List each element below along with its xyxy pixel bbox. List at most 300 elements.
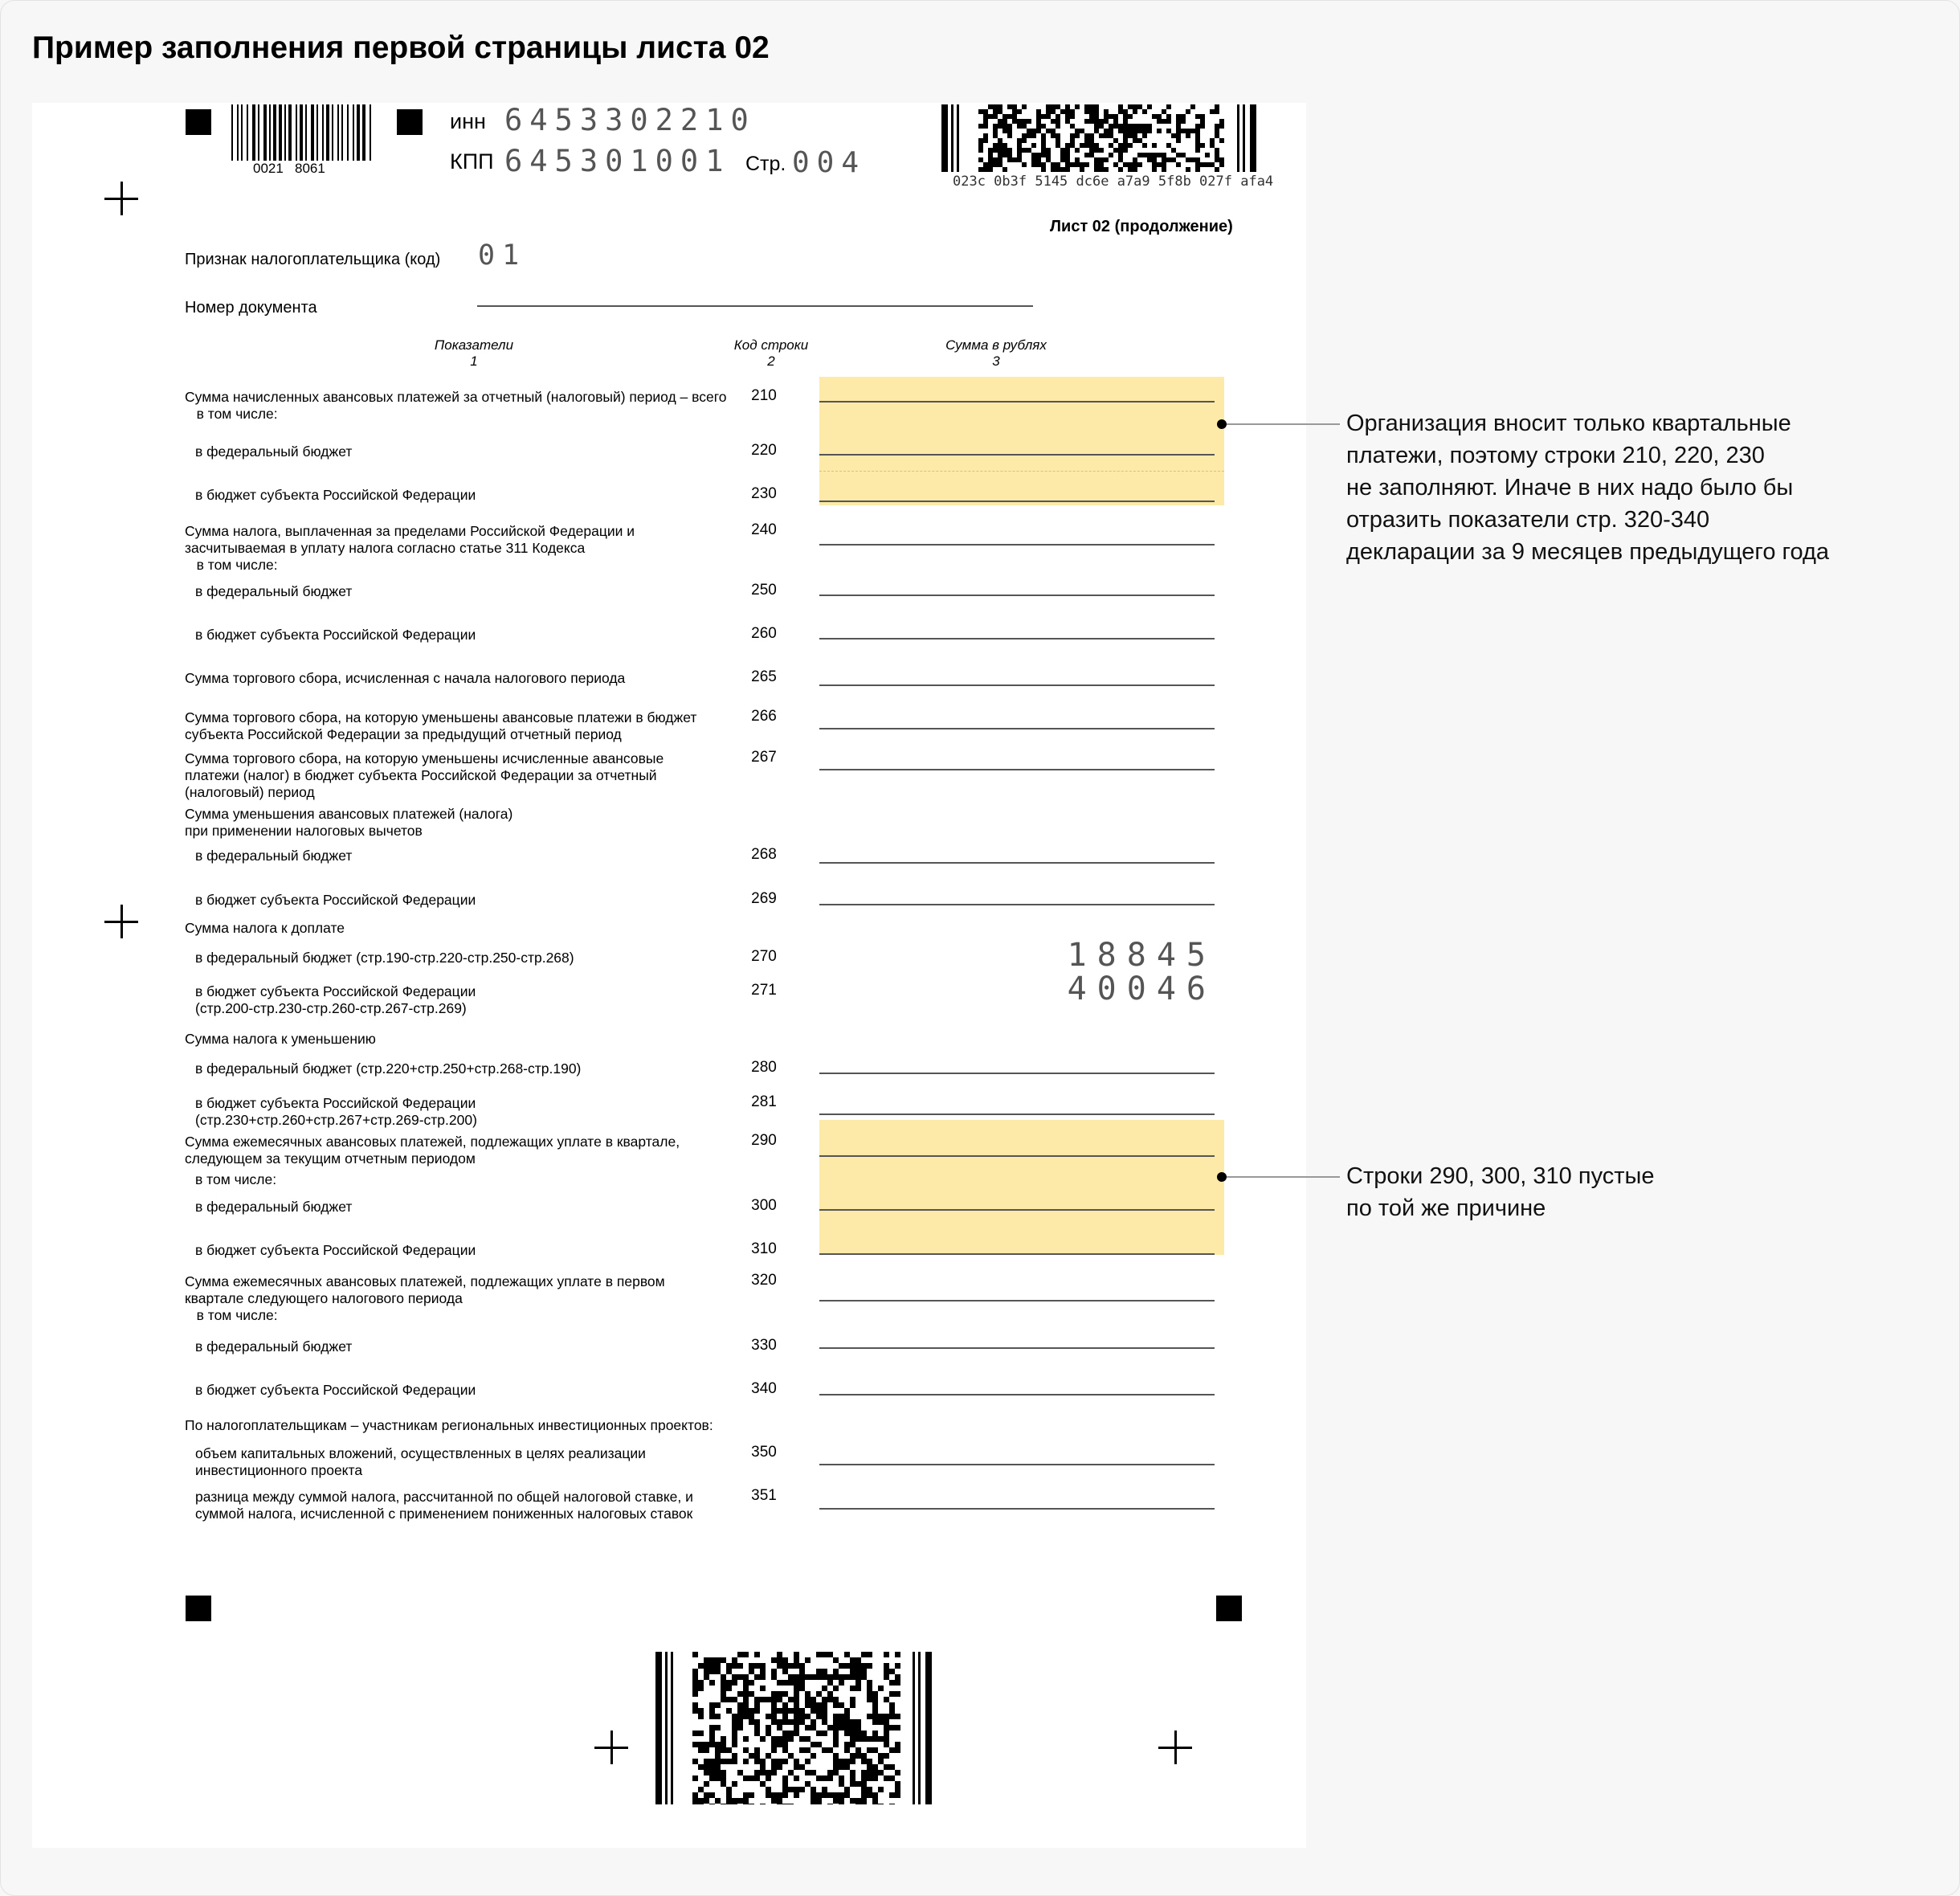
qr-cell bbox=[721, 1781, 726, 1787]
row-sum-field[interactable] bbox=[819, 1073, 1215, 1074]
row-sum-field[interactable] bbox=[819, 769, 1215, 770]
row-sum-field[interactable] bbox=[819, 1347, 1215, 1349]
qr-cell bbox=[822, 1792, 827, 1798]
qr-cell bbox=[1084, 104, 1089, 109]
qr-cell bbox=[1060, 148, 1065, 153]
row-sum-value[interactable]: 40046 bbox=[1067, 970, 1216, 1007]
qr-cell bbox=[771, 1742, 777, 1747]
qr-cell bbox=[1056, 104, 1060, 109]
barcode-bar bbox=[300, 104, 303, 161]
qr-guard-bar bbox=[957, 104, 959, 172]
qr-cell bbox=[861, 1798, 867, 1804]
qr-cell bbox=[816, 1775, 822, 1781]
qr-cell bbox=[844, 1792, 850, 1798]
qr-cell bbox=[884, 1731, 889, 1736]
qr-cell bbox=[1084, 138, 1089, 143]
qr-cell bbox=[1142, 109, 1147, 114]
qr-cell bbox=[1099, 162, 1104, 167]
qr-cell bbox=[749, 1753, 754, 1759]
row-code: 290 bbox=[751, 1132, 777, 1149]
qr-cell bbox=[1022, 162, 1027, 167]
row-sum-field[interactable] bbox=[819, 595, 1215, 596]
barcode-bar bbox=[258, 104, 259, 161]
qr-cell bbox=[872, 1702, 878, 1708]
qr-cell bbox=[1084, 133, 1089, 138]
barcode-bar bbox=[237, 104, 239, 161]
qr-cell bbox=[1186, 129, 1190, 133]
qr-cell bbox=[872, 1775, 878, 1781]
row-sum-field[interactable] bbox=[819, 1508, 1215, 1510]
row-sum-field[interactable] bbox=[819, 501, 1215, 502]
qr-cell bbox=[766, 1697, 771, 1702]
qr-cell bbox=[692, 1775, 698, 1781]
qr-guard-bar bbox=[913, 1652, 915, 1804]
qr-cell bbox=[993, 109, 998, 114]
qr-cell bbox=[749, 1719, 754, 1725]
doc-number-line bbox=[477, 305, 1033, 307]
qr-cell bbox=[827, 1792, 833, 1798]
qr-cell bbox=[1007, 133, 1012, 138]
qr-cell bbox=[749, 1663, 754, 1669]
row-sum-field[interactable] bbox=[819, 1209, 1215, 1211]
qr-cell bbox=[799, 1674, 805, 1680]
qr-cell bbox=[1036, 119, 1041, 124]
qr-cell bbox=[1118, 143, 1123, 148]
row-code: 210 bbox=[751, 387, 777, 404]
qr-cell bbox=[715, 1714, 721, 1719]
barcode-bar bbox=[347, 104, 349, 161]
qr-cell bbox=[1215, 157, 1219, 162]
qr-cell bbox=[895, 1714, 900, 1719]
qr-cell bbox=[1109, 129, 1113, 133]
qr-cell bbox=[850, 1702, 855, 1708]
qr-cell bbox=[726, 1680, 732, 1686]
qr-cell bbox=[1157, 114, 1162, 119]
qr-cell bbox=[715, 1663, 721, 1669]
qr-cell bbox=[1051, 162, 1056, 167]
qr-cell bbox=[1118, 104, 1123, 109]
qr-cell bbox=[1065, 143, 1070, 148]
qr-cell bbox=[884, 1775, 889, 1781]
row-sum-field[interactable] bbox=[819, 1155, 1215, 1157]
qr-cell bbox=[850, 1669, 855, 1674]
row-label: в бюджет субъекта Российской Федерации (стр.230+стр.260+стр.267+стр.269-стр.200) bbox=[195, 1095, 477, 1128]
qr-cell bbox=[766, 1792, 771, 1798]
qr-cell bbox=[692, 1708, 698, 1714]
corner-mark-bottom-right bbox=[1216, 1596, 1242, 1621]
row-sum-field[interactable] bbox=[819, 454, 1215, 456]
qr-cell bbox=[715, 1725, 721, 1731]
qr-cell bbox=[1137, 104, 1142, 109]
qr-cell bbox=[1109, 133, 1113, 138]
qr-cell bbox=[743, 1702, 749, 1708]
qr-cell bbox=[760, 1781, 766, 1787]
qr-cell bbox=[732, 1663, 737, 1669]
qr-cell bbox=[1219, 138, 1224, 143]
qr-cell bbox=[993, 162, 998, 167]
qr-cell bbox=[983, 109, 988, 114]
row-sum-field[interactable] bbox=[819, 684, 1215, 686]
col3-label: Сумма в рублях bbox=[945, 337, 1047, 353]
qr-cell bbox=[1065, 104, 1070, 109]
qr-cell bbox=[1113, 138, 1118, 143]
row-sum-field[interactable] bbox=[819, 1253, 1215, 1255]
qr-cell bbox=[743, 1775, 749, 1781]
qr-cell bbox=[988, 162, 993, 167]
qr-cell bbox=[1128, 143, 1133, 148]
qr-cell bbox=[794, 1708, 799, 1714]
qr-cell bbox=[771, 1697, 777, 1702]
qr-cell bbox=[884, 1725, 889, 1731]
qr-cell bbox=[816, 1702, 822, 1708]
annotation-note-2: Строки 290, 300, 310 пустые по той же причине bbox=[1346, 1163, 1655, 1221]
qr-cell bbox=[1215, 153, 1219, 157]
qr-cell bbox=[1195, 167, 1200, 172]
row-sum-field[interactable] bbox=[819, 544, 1215, 546]
qr-cell bbox=[715, 1657, 721, 1663]
row-code: 320 bbox=[751, 1272, 777, 1289]
qr-cell bbox=[788, 1680, 794, 1686]
row-code: 260 bbox=[751, 625, 777, 642]
qr-cell bbox=[794, 1680, 799, 1686]
qr-cell bbox=[1215, 109, 1219, 114]
qr-cell bbox=[782, 1708, 788, 1714]
qr-cell bbox=[1065, 109, 1070, 114]
row-sum-field[interactable] bbox=[819, 1464, 1215, 1465]
row-sum-field[interactable] bbox=[819, 862, 1215, 864]
qr-cell bbox=[855, 1686, 861, 1691]
qr-cell bbox=[788, 1770, 794, 1775]
qr-cell bbox=[732, 1736, 737, 1742]
qr-cell bbox=[698, 1714, 704, 1719]
row-code: 280 bbox=[751, 1059, 777, 1076]
qr-cell bbox=[698, 1787, 704, 1792]
kpp-value: 645301001 bbox=[504, 144, 731, 178]
qr-cell bbox=[726, 1708, 732, 1714]
qr-cell bbox=[1012, 119, 1017, 124]
qr-cell bbox=[855, 1731, 861, 1736]
barcode-bar bbox=[337, 104, 339, 161]
qr-cell bbox=[1118, 167, 1123, 172]
qr-cell bbox=[771, 1747, 777, 1753]
qr-cell bbox=[816, 1669, 822, 1674]
qr-cell bbox=[1056, 138, 1060, 143]
qr-cell bbox=[1104, 167, 1109, 172]
qr-cell bbox=[709, 1708, 715, 1714]
row-sum-field[interactable] bbox=[819, 904, 1215, 905]
qr-cell bbox=[1176, 129, 1181, 133]
qr-cell bbox=[811, 1792, 816, 1798]
doc-number-label: Номер документа bbox=[185, 299, 317, 317]
qr-cell bbox=[732, 1657, 737, 1663]
qr-cell bbox=[794, 1674, 799, 1680]
qr-cell bbox=[1080, 129, 1084, 133]
annotation-dot bbox=[1217, 1172, 1227, 1182]
qr-cell bbox=[998, 148, 1002, 153]
qr-cell bbox=[872, 1691, 878, 1697]
qr-cell bbox=[895, 1787, 900, 1792]
row-label: По налогоплательщикам – участникам региональных инвестиционных проектов: bbox=[185, 1417, 713, 1433]
qr-cell bbox=[1094, 157, 1099, 162]
qr-cell bbox=[1200, 114, 1205, 119]
qr-cell bbox=[709, 1657, 715, 1663]
qr-cell bbox=[1186, 167, 1190, 172]
qr-cell bbox=[889, 1680, 895, 1686]
qr-cell bbox=[867, 1686, 872, 1691]
qr-cell bbox=[782, 1663, 788, 1669]
qr-cell bbox=[872, 1736, 878, 1742]
qr-cell bbox=[988, 104, 993, 109]
qr-cell bbox=[1133, 138, 1137, 143]
qr-cell bbox=[889, 1792, 895, 1798]
qr-cell bbox=[850, 1731, 855, 1736]
barcode-number: 0021 8061 bbox=[253, 161, 325, 176]
qr-cell bbox=[1104, 114, 1109, 119]
qr-cell bbox=[1065, 153, 1070, 157]
qr-cell bbox=[709, 1669, 715, 1674]
row-label: в бюджет субъекта Российской Федерации bbox=[195, 627, 476, 643]
qr-cell bbox=[704, 1742, 709, 1747]
qr-cell bbox=[1031, 162, 1036, 167]
qr-cell bbox=[709, 1736, 715, 1742]
qr-cell bbox=[799, 1708, 805, 1714]
qr-cell bbox=[872, 1708, 878, 1714]
qr-cell bbox=[1080, 167, 1084, 172]
qr-cell bbox=[833, 1759, 839, 1764]
qr-cell bbox=[844, 1742, 850, 1747]
qr-cell bbox=[749, 1714, 754, 1719]
qr-cell bbox=[1171, 148, 1176, 153]
qr-cell bbox=[1089, 138, 1094, 143]
qr-cell bbox=[855, 1680, 861, 1686]
qr-cell bbox=[1031, 129, 1036, 133]
qr-cell bbox=[861, 1674, 867, 1680]
qr-cell bbox=[1142, 124, 1147, 129]
qr-cell bbox=[1070, 138, 1075, 143]
qr-cell bbox=[1133, 104, 1137, 109]
qr-cell bbox=[743, 1708, 749, 1714]
qr-cell bbox=[794, 1775, 799, 1781]
barcode-bar bbox=[269, 104, 271, 161]
qr-cell bbox=[794, 1731, 799, 1736]
qr-guard-bar bbox=[665, 1652, 668, 1804]
qr-cell bbox=[867, 1775, 872, 1781]
qr-cell bbox=[816, 1798, 822, 1804]
barcode-bar bbox=[247, 104, 248, 161]
qr-cell bbox=[743, 1792, 749, 1798]
qr-cell bbox=[1152, 162, 1157, 167]
qr-cell bbox=[754, 1702, 760, 1708]
qr-cell bbox=[1036, 124, 1041, 129]
qr-cell bbox=[833, 1657, 839, 1663]
col-header-code bbox=[723, 337, 819, 370]
qr-cell bbox=[895, 1663, 900, 1669]
qr-cell bbox=[993, 133, 998, 138]
qr-cell bbox=[833, 1697, 839, 1702]
barcode-icon bbox=[231, 104, 376, 161]
qr-cell bbox=[1195, 143, 1200, 148]
qr-cell bbox=[715, 1753, 721, 1759]
qr-cell bbox=[872, 1798, 878, 1804]
qr-cell bbox=[1166, 104, 1171, 109]
qr-cell bbox=[1075, 104, 1080, 109]
qr-cell bbox=[771, 1736, 777, 1742]
qr-cell bbox=[737, 1708, 743, 1714]
row-sum-field[interactable] bbox=[819, 1394, 1215, 1395]
annotation-note-1: Организация вносит только квартальные платежи, поэтому строки 210, 220, 230 не заполняют. Иначе в них надо было бы отразить показатели стр. 320-340 декларации за 9 месяцев предыдущего года bbox=[1346, 411, 1830, 565]
col2-num: 2 bbox=[767, 353, 775, 369]
qr-cell bbox=[766, 1725, 771, 1731]
qr-cell bbox=[1128, 133, 1133, 138]
qr-cell bbox=[1017, 148, 1022, 153]
qr-cell bbox=[850, 1775, 855, 1781]
row-sum-field[interactable] bbox=[819, 401, 1215, 402]
qr-cell bbox=[861, 1736, 867, 1742]
qr-cell bbox=[760, 1770, 766, 1775]
qr-cell bbox=[743, 1674, 749, 1680]
qr-cell bbox=[754, 1775, 760, 1781]
qr-cell bbox=[861, 1663, 867, 1669]
qr-cell bbox=[1046, 129, 1051, 133]
qr-cell bbox=[839, 1781, 844, 1787]
qr-cell bbox=[822, 1731, 827, 1736]
qr-cell bbox=[827, 1747, 833, 1753]
corner-mark-top-mid bbox=[397, 109, 423, 135]
qr-cell bbox=[754, 1708, 760, 1714]
qr-cell bbox=[1046, 153, 1051, 157]
qr-cell bbox=[726, 1697, 732, 1702]
qr-cell bbox=[1123, 114, 1128, 119]
qr-cell bbox=[726, 1669, 732, 1674]
qr-cell bbox=[1215, 148, 1219, 153]
qr-cell bbox=[1162, 162, 1166, 167]
qr-cell bbox=[867, 1697, 872, 1702]
qr-cell bbox=[709, 1775, 715, 1781]
qr-cell bbox=[799, 1686, 805, 1691]
qr-cell bbox=[844, 1764, 850, 1770]
qr-cell bbox=[777, 1764, 782, 1770]
row-sum-field[interactable] bbox=[819, 638, 1215, 639]
highlight-rows-210-230 bbox=[819, 377, 1224, 505]
row-sum-field[interactable] bbox=[819, 728, 1215, 729]
row-code: 271 bbox=[751, 982, 777, 999]
qr-cell bbox=[754, 1725, 760, 1731]
qr-cell bbox=[737, 1674, 743, 1680]
row-sum-field[interactable] bbox=[819, 1113, 1215, 1115]
qr-cell bbox=[805, 1781, 811, 1787]
qr-cell bbox=[867, 1747, 872, 1753]
qr-guard-bar bbox=[1237, 104, 1239, 172]
row-label: Сумма уменьшения авансовых платежей (налога) при применении налоговых вычетов bbox=[185, 806, 513, 839]
qr-cell bbox=[788, 1736, 794, 1742]
qr-cell bbox=[998, 143, 1002, 148]
qr-cell bbox=[721, 1686, 726, 1691]
qr-cell bbox=[833, 1798, 839, 1804]
qr-cell bbox=[861, 1792, 867, 1798]
qr-cell bbox=[1065, 148, 1070, 153]
qr-cell bbox=[721, 1770, 726, 1775]
barcode-bar bbox=[353, 104, 354, 161]
qr-cell bbox=[715, 1775, 721, 1781]
qr-cell bbox=[760, 1663, 766, 1669]
qr-cell bbox=[827, 1674, 833, 1680]
qr-cell bbox=[721, 1736, 726, 1742]
qr-cell bbox=[811, 1708, 816, 1714]
row-code: 266 bbox=[751, 708, 777, 725]
qr-cell bbox=[839, 1680, 844, 1686]
qr-cell bbox=[805, 1697, 811, 1702]
qr-cell bbox=[1109, 153, 1113, 157]
qr-cell bbox=[1123, 109, 1128, 114]
qr-cell bbox=[833, 1764, 839, 1770]
qr-cell bbox=[895, 1691, 900, 1697]
barcode-bar bbox=[326, 104, 329, 161]
qr-cell bbox=[998, 153, 1002, 157]
qr-cell bbox=[1075, 148, 1080, 153]
qr-cell bbox=[760, 1686, 766, 1691]
qr-cell bbox=[698, 1686, 704, 1691]
qr-cell bbox=[1080, 143, 1084, 148]
qr-cell bbox=[794, 1719, 799, 1725]
qr-cell bbox=[732, 1753, 737, 1759]
qr-cell bbox=[1075, 129, 1080, 133]
qr-cell bbox=[743, 1747, 749, 1753]
qr-cell bbox=[692, 1669, 698, 1674]
qr-cell bbox=[872, 1792, 878, 1798]
row-code: 220 bbox=[751, 442, 777, 459]
qr-cell bbox=[754, 1747, 760, 1753]
qr-cell bbox=[998, 157, 1002, 162]
qr-cell bbox=[855, 1657, 861, 1663]
qr-cell bbox=[1137, 162, 1142, 167]
qr-cell bbox=[878, 1787, 884, 1792]
qr-cell bbox=[805, 1714, 811, 1719]
qr-cell bbox=[844, 1787, 850, 1792]
qr-cell bbox=[1065, 157, 1070, 162]
qr-cell bbox=[788, 1787, 794, 1792]
qr-cell bbox=[692, 1702, 698, 1708]
qr-cell bbox=[1012, 104, 1017, 109]
qr-cell bbox=[794, 1652, 799, 1657]
qr-cell bbox=[1099, 119, 1104, 124]
qr-cell bbox=[822, 1787, 827, 1792]
qr-cell bbox=[878, 1686, 884, 1691]
row-sum-value[interactable]: 18845 bbox=[1067, 937, 1216, 974]
qr-cell bbox=[822, 1719, 827, 1725]
qr-cell bbox=[777, 1725, 782, 1731]
qr-guard-bar bbox=[671, 1652, 673, 1804]
qr-cell bbox=[1041, 148, 1046, 153]
qr-cell bbox=[1200, 143, 1205, 148]
qr-cell bbox=[1118, 153, 1123, 157]
qr-cell bbox=[743, 1680, 749, 1686]
barcode-bar bbox=[279, 104, 282, 161]
qr-cell bbox=[777, 1792, 782, 1798]
qr-cell bbox=[799, 1663, 805, 1669]
qr-cell bbox=[827, 1680, 833, 1686]
qr-cell bbox=[1128, 104, 1133, 109]
qr-cell bbox=[839, 1775, 844, 1781]
qr-cell bbox=[872, 1764, 878, 1770]
qr-cell bbox=[1147, 157, 1152, 162]
qr-cell bbox=[1195, 114, 1200, 119]
qr-cell bbox=[1142, 133, 1147, 138]
qr-cell bbox=[816, 1792, 822, 1798]
qr-cell bbox=[1123, 124, 1128, 129]
row-sum-field[interactable] bbox=[819, 1300, 1215, 1301]
qr-cell bbox=[1089, 119, 1094, 124]
qr-cell bbox=[844, 1714, 850, 1719]
